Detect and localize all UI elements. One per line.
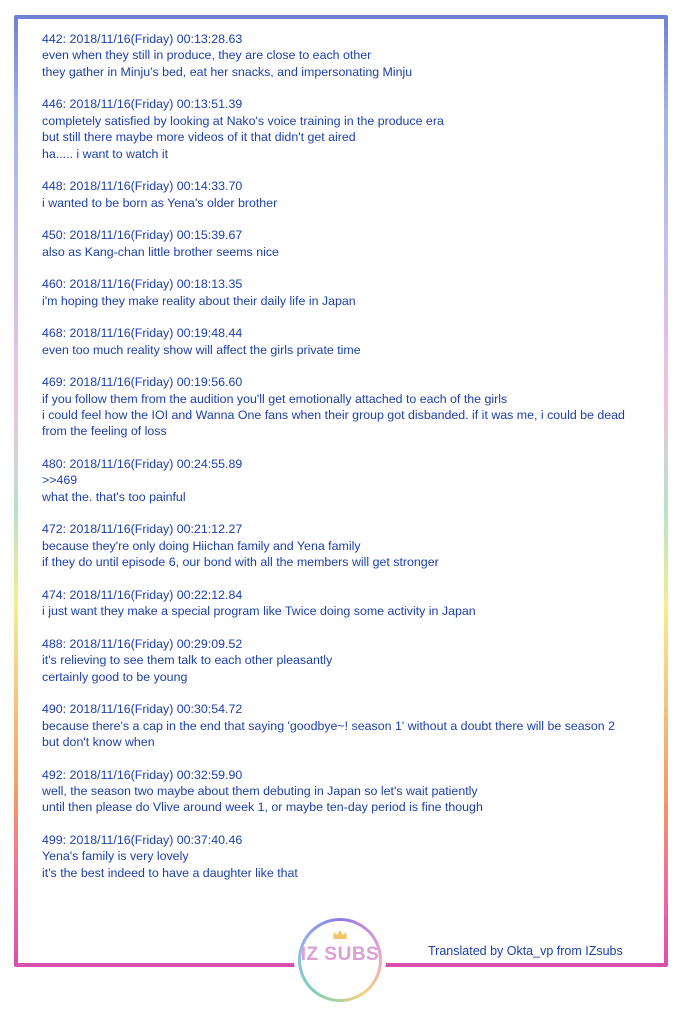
- comment-header: 480: 2018/11/16(Friday) 00:24:55.89: [42, 457, 243, 472]
- comment-entry: [42, 587, 642, 620]
- comment-entry: [42, 227, 642, 260]
- comment-header: 442: 2018/11/16(Friday) 00:13:28.63: [42, 32, 243, 46]
- comment-entry: [42, 636, 642, 685]
- comment-text: i could feel how the IOI and Wanna One fans when their group got disbanded. if it was me, i could be dead from the feeling of loss: [42, 408, 625, 439]
- comment-text: i'm hoping they make reality about their daily life in Japan: [42, 293, 356, 308]
- comment-text: i just want they make a special program like Twice doing some activity in Japan: [42, 604, 476, 619]
- comment-text: even when they still in produce, they are close to each other: [42, 48, 372, 63]
- comment-entry: [42, 767, 642, 816]
- comment-header: 488: 2018/11/16(Friday) 00:29:09.52: [42, 636, 243, 651]
- comment-text: completely satisfied by looking at Nako's voice training in the produce era: [42, 113, 444, 128]
- comment-text: Yena's family is very lovely: [42, 849, 189, 864]
- crown-icon: [332, 929, 348, 941]
- comment-text: they gather in Minju's bed, eat her snacks, and impersonating Minju: [42, 64, 413, 79]
- comment-text: it's the best indeed to have a daughter like that: [42, 865, 298, 880]
- comment-header: 469: 2018/11/16(Friday) 00:19:56.60: [42, 375, 243, 390]
- comment-text: ha..... i want to watch it: [42, 146, 169, 161]
- comment-header: 490: 2018/11/16(Friday) 00:30:54.72: [42, 702, 243, 717]
- comment-text: because they're only doing Hiichan family and Yena family: [42, 538, 361, 553]
- comment-entry: [42, 178, 642, 211]
- comment-header: 499: 2018/11/16(Friday) 00:37:40.46: [42, 833, 243, 848]
- comment-text: >>469: [42, 473, 78, 488]
- comment-header: 450: 2018/11/16(Friday) 00:15:39.67: [42, 228, 243, 243]
- comment-entry: [42, 276, 642, 309]
- comment-text: until then please do Vlive around week 1, or maybe ten-day period is fine though: [42, 800, 483, 815]
- comment-entry: [42, 701, 642, 750]
- comment-text: it's relieving to see them talk to each other pleasantly: [42, 653, 333, 668]
- comment-text: but don't know when: [42, 735, 155, 750]
- comment-text: well, the season two maybe about them debuting in Japan so let's wait patiently: [42, 784, 478, 799]
- comment-entry: [42, 96, 642, 162]
- comment-text: because there's a cap in the end that saying 'goodbye~! season 1' without a doubt there will be season 2: [42, 718, 615, 733]
- logo-text: IZ SUBS: [300, 944, 380, 965]
- comment-text: but still there maybe more videos of it that didn't get aired: [42, 130, 356, 145]
- translator-credit: Translated by Okta_vp from IZsubs: [428, 944, 623, 958]
- izsubs-logo: [294, 914, 386, 1006]
- comment-entry: [42, 521, 642, 570]
- comment-header: 474: 2018/11/16(Friday) 00:22:12.84: [42, 587, 243, 602]
- comment-entry: [42, 374, 642, 440]
- comment-entry: [42, 31, 642, 80]
- comment-text: even too much reality show will affect the girls private time: [42, 342, 361, 357]
- comment-text: if they do until episode 6, our bond with all the members will get stronger: [42, 555, 439, 570]
- comment-header: 460: 2018/11/16(Friday) 00:18:13.35: [42, 277, 243, 292]
- comment-header: 448: 2018/11/16(Friday) 00:14:33.70: [42, 179, 243, 194]
- comment-entry: [42, 456, 642, 505]
- comment-text: certainly good to be young: [42, 669, 188, 684]
- comment-entry: [42, 832, 642, 881]
- comment-text: i wanted to be born as Yena's older brother: [42, 195, 278, 210]
- comment-list: [42, 31, 642, 897]
- comment-entry: [42, 325, 642, 358]
- comment-header: 446: 2018/11/16(Friday) 00:13:51.39: [42, 97, 243, 112]
- comment-header: 468: 2018/11/16(Friday) 00:19:48.44: [42, 326, 243, 341]
- comment-header: 492: 2018/11/16(Friday) 00:32:59.90: [42, 767, 243, 782]
- comment-text: what the. that's too painful: [42, 489, 186, 504]
- comment-header: 472: 2018/11/16(Friday) 00:21:12.27: [42, 522, 243, 537]
- comment-text: if you follow them from the audition you'll get emotionally attached to each of the girls: [42, 391, 508, 406]
- comment-text: also as Kang-chan little brother seems nice: [42, 244, 279, 259]
